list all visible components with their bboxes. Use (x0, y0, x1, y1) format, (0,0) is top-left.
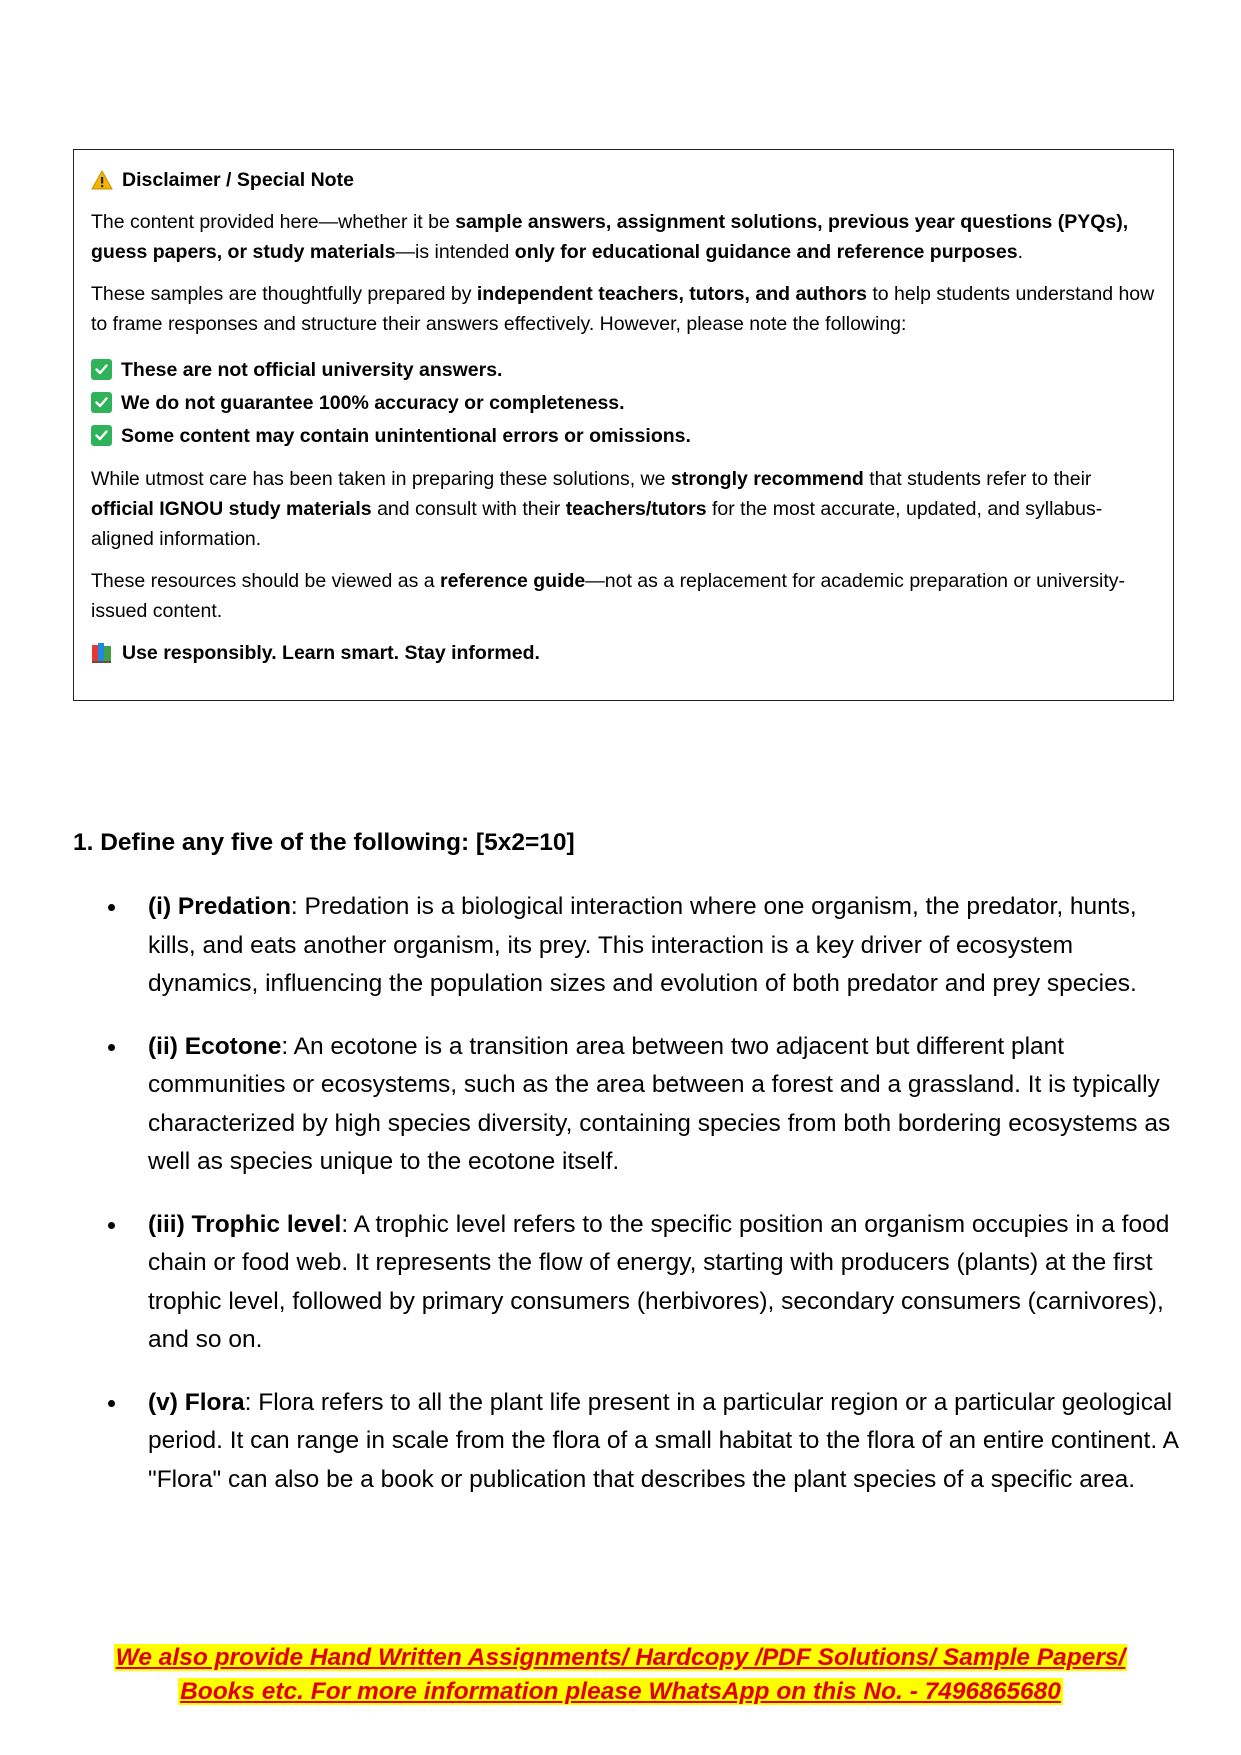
bullet-icon (108, 904, 115, 911)
text-run: The content provided here—whether it be (91, 211, 456, 233)
bold-run: strongly recommend (670, 468, 864, 490)
check-box-icon (91, 392, 112, 413)
bold-run: teachers/tutors (565, 498, 707, 520)
bullet-icon (108, 1044, 115, 1051)
text-run: and consult with their (371, 498, 566, 520)
bold-run: reference guide (440, 570, 586, 592)
disclaimer-footer (91, 638, 1155, 668)
promo-banner (0, 1641, 1241, 1709)
definition-item (73, 888, 1183, 1004)
bullet-icon (108, 1222, 115, 1229)
text-run: for the most accurate, updated, and syllabus-aligned information. (91, 498, 1103, 550)
disclaimer-paragraph-2 (91, 279, 1155, 339)
question-heading: 1. Define any five of the following: [5x2=10] (73, 829, 575, 856)
disclaimer-box (73, 149, 1174, 701)
books-icon (91, 642, 113, 664)
bullet-icon (108, 1400, 115, 1407)
disclaimer-paragraph-3 (91, 464, 1155, 554)
check-text: We do not guarantee 100% accuracy or completeness. (121, 391, 625, 414)
disclaimer-title (91, 165, 1155, 195)
definition-term: (v) Flora (148, 1388, 245, 1416)
disclaimer-title-text: Disclaimer / Special Note (122, 169, 354, 191)
bold-run: only for educational guidance and reference purposes (514, 241, 1018, 263)
text-run: that students refer to their (863, 468, 1092, 490)
definition-item (73, 1384, 1183, 1500)
text-run: to help students understand how to frame responses and structure their answers effectively. However, please note the following: (91, 283, 1155, 335)
text-run: —not as a replacement for academic preparation or university-issued content. (91, 570, 1126, 622)
disclaimer-paragraph-4 (91, 566, 1155, 626)
check-list (91, 353, 1155, 452)
disclaimer-paragraph-1 (91, 207, 1155, 267)
definition-text: : Predation is a biological interaction where one organism, the predator, hunts, kills, and eats another organism, its prey. This interaction is a key driver of ecosystem dynamics, influencing the population sizes and evolution of both predator and prey species. (148, 893, 1137, 997)
definition-text: : Flora refers to all the plant life present in a particular region or a particular geological period. It can range in scale from the flora of a small habitat to the flora of an entire continent. A "Flora" can also be a book or publication that describes the plant species of a specific area. (148, 1388, 1178, 1493)
check-text: Some content may contain unintentional errors or omissions. (121, 424, 691, 447)
definition-term: (i) Predation (148, 893, 291, 920)
check-list-item (91, 353, 1155, 386)
bold-run: independent teachers, tutors, and authors (476, 283, 867, 305)
definition-term: (iii) Trophic level (148, 1210, 342, 1238)
check-list-item (91, 386, 1155, 419)
bold-run: official IGNOU study materials (91, 498, 372, 520)
bold-run: sample answers, assignment solutions, previous year questions (PYQs), guess papers, or study materials (91, 211, 1129, 263)
check-text: These are not official university answers. (121, 358, 503, 381)
text-run: While utmost care has been taken in preparing these solutions, we (91, 468, 671, 490)
definition-item (73, 1028, 1183, 1182)
warning-icon (91, 170, 113, 190)
check-list-item (91, 419, 1155, 452)
text-run: These resources should be viewed as a (91, 570, 441, 592)
text-run: . (1017, 241, 1024, 263)
definition-text: : An ecotone is a transition area between two adjacent but different plant communities or ecosystems, such as the area between a forest and a grassland. It is typically characterized by high species diversity, containing species from both bordering ecosystems as well as species unique to the ecotone itself. (148, 1032, 1171, 1175)
definition-item (73, 1206, 1183, 1360)
disclaimer-footer-text: Use responsibly. Learn smart. Stay informed. (122, 642, 540, 664)
definitions-list (73, 888, 1183, 1523)
definition-text: : A trophic level refers to the specific position an organism occupies in a food chain or food web. It represents the flow of energy, starting with producers (plants) at the first trophic level, followed by primary consumers (herbivores), secondary consumers (carnivores), and so on. (148, 1210, 1170, 1353)
text-run: —is intended (395, 241, 515, 263)
definition-term: (ii) Ecotone (148, 1032, 282, 1060)
check-box-icon (91, 425, 112, 446)
promo-line-2: Books etc. For more information please WhatsApp on this No. - 7496865680 (180, 1678, 1061, 1705)
text-run: These samples are thoughtfully prepared by (91, 283, 477, 305)
check-box-icon (91, 359, 112, 380)
promo-line-1: We also provide Hand Written Assignments/ Hardcopy /PDF Solutions/ Sample Papers/ (115, 1644, 1126, 1671)
